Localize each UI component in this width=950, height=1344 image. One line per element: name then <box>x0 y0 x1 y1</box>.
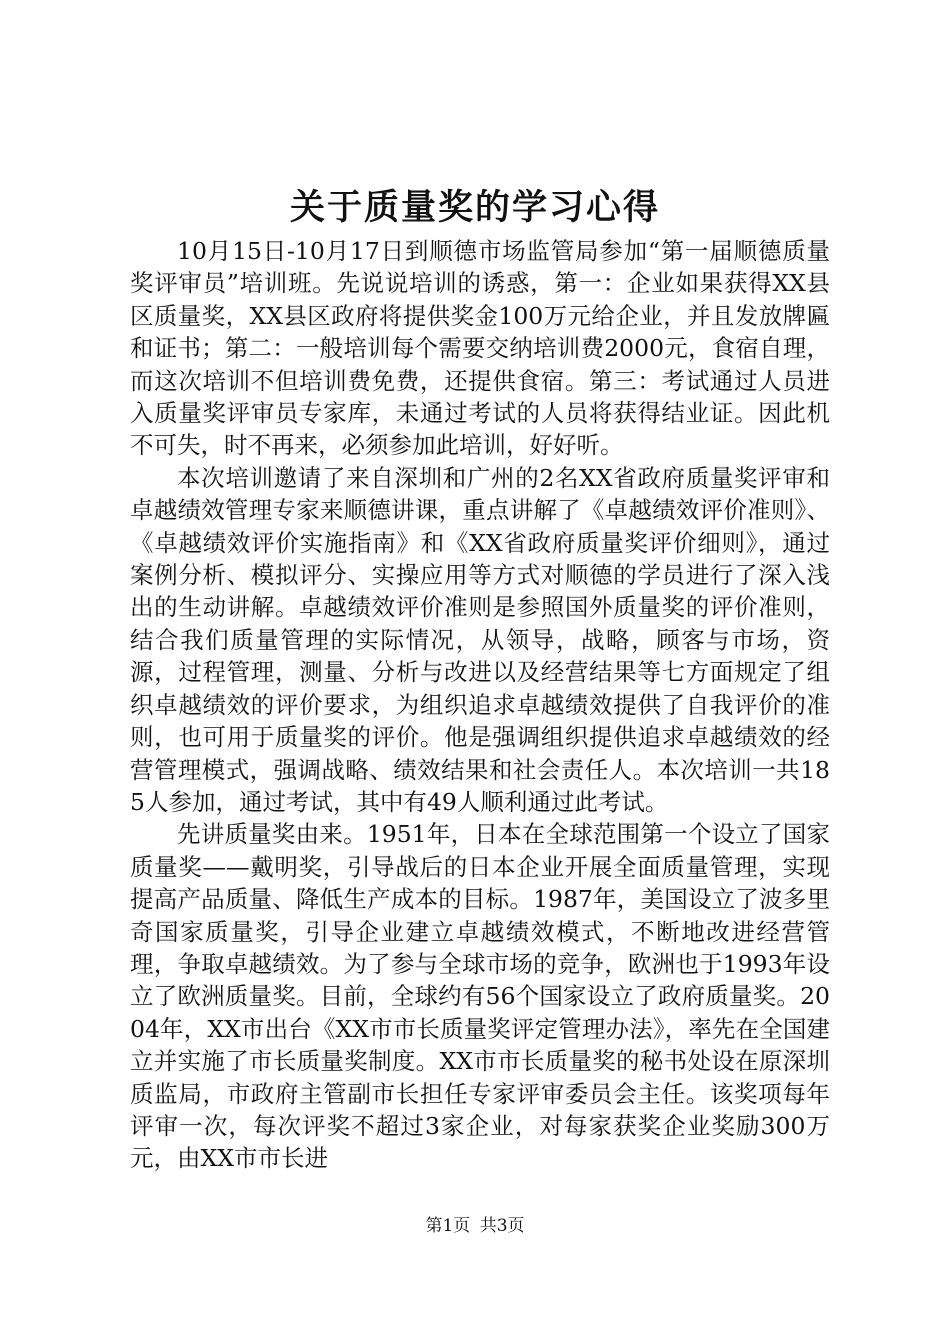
page-total: 共3页 <box>479 1216 525 1236</box>
paragraph-2: 本次培训邀请了来自深圳和广州的2名XX省政府质量奖评审和卓越绩效管理专家来顺德讲课，重点讲解了《卓越绩效评价准则》、《卓越绩效评价实施指南》和《XX省政府质量奖评价细则》，通过案例分析、模拟评分、实操应用等方式对顺德的学员进行了深入浅出的生动讲解。卓越绩效评价准则是参照国外质量奖的评价准则，结合我们质量管理的实际情况，从领导，战略，顾客与市场，资源，过程管理，测量、分析与改进以及经营结果等七方面规定了组织卓越绩效的评价要求，为组织追求卓越绩效提供了自我评价的准则，也可用于质量奖的评价。他是强调组织提供追求卓越绩效的经营管理模式，强调战略、绩效结果和社会责任人。本次培训一共185人参加，通过考试，其中有49人顺利通过此考试。 <box>130 463 830 816</box>
page-number: 第1页 <box>425 1216 471 1236</box>
paragraph-3: 先讲质量奖由来。1951年，日本在全球范围第一个设立了国家质量奖——戴明奖，引导战后的日本企业开展全面质量管理，实现提高产品质量、降低生产成本的目标。1987年，美国设立了波多里奇国家质量奖，引导企业建立卓越绩效模式，不断地改进经营管理，争取卓越绩效。为了参与全球市场的竞争，欧洲也于1993年设立了欧洲质量奖。目前，全球约有56个国家设立了政府质量奖。2004年，XX市出台《XX市市长质量奖评定管理办法》，率先在全国建立并实施了市长质量奖制度。XX市市长质量奖的秘书处设在原深圳质监局，市政府主管副市长担任专家评审委员会主任。该奖项每年评审一次，每次评奖不超过3家企业，对每家获奖企业奖励300万元，由XX市市长进 <box>130 820 830 1173</box>
paragraph-1: 10月15日-10月17日到顺德市场监管局参加“第一届顺德质量奖评审员”培训班。先说说培训的诱惑，第一：企业如果获得XX县区质量奖，XX县区政府将提供奖金100万元给企业，并且发放牌匾和证书；第二：一般培训每个需要交纳培训费2000元，食宿自理，而这次培训不但培训费免费，还提供食宿。第三：考试通过人员进入质量奖评审员专家库，未通过考试的人员将获得结业证。因此机不可失，时不再来，必须参加此培训，好好听。 <box>130 237 830 460</box>
document-body <box>130 235 830 1175</box>
document-title: 关于质量奖的学习心得 <box>289 187 660 228</box>
page-footer <box>0 1214 950 1238</box>
